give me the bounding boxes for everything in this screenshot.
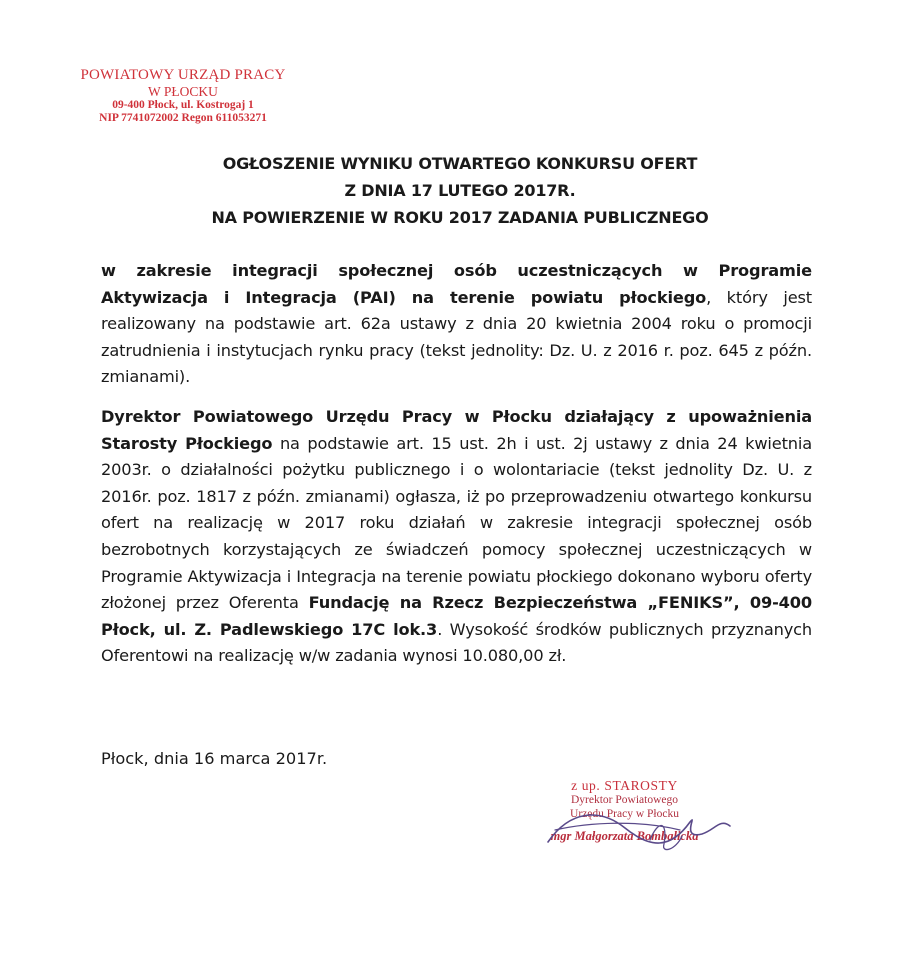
signature-stamp-authority: z up. STAROSTY [571, 778, 678, 793]
signature-stamp-office: Urzędu Pracy w Płocku [570, 807, 679, 820]
announcement-bold-offerent: Fundację na Rzecz Bezpieczeństwa „FENIKS”, 09-400 Płock, ul. Z. Padlewskiego 17C lok.3 [101, 593, 812, 639]
signature-stamp-position: Dyrektor Powiatowego [571, 794, 678, 807]
document-heading [100, 150, 820, 231]
announcement-text-1: na podstawie art. 15 ust. 2h i ust. 2j ustawy z dnia 24 kwietnia 2003r. o działalności pożytku publicznego i o wolontariacie (tekst jednolity Dz. U. z 2016r. poz. 1817 z późn. zmianami) ogłasza, iż po przeprowadzeniu otwartego konkursu ofert na realizację w 2017 roku działań w zakresie integracji społecznej osób bezrobotnych korzystających ze świadczeń pomocy społecznej uczestniczących w Programie Aktywizacja i Integracja na terenie powiatu płockiego dokonano wyboru oferty złożonej przez Oferenta [101, 433, 813, 613]
handwritten-signature [530, 800, 740, 860]
paragraph-scope [101, 258, 812, 391]
office-stamp-city: W PŁOCKU [148, 83, 218, 99]
heading-line-1: OGŁOSZENIE WYNIKU OTWARTEGO KONKURSU OFERT [222, 154, 698, 173]
signature-stamp-signer: mgr Małgorzata Bombalicka [550, 828, 699, 843]
paragraph-announcement [101, 404, 812, 670]
paragraph-scope-text: , który jest realizowany na podstawie art. 62a ustawy z dnia 20 kwietnia 2004 roku o promocji zatrudnienia i instytucjach rynku pracy (tekst jednolity: Dz. U. z 2016 r. poz. 645 z późn. zmianami). [101, 287, 812, 387]
office-stamp-ids: NIP 7741072002 Regon 611053271 [99, 111, 267, 124]
office-stamp [78, 67, 288, 125]
office-stamp-name: POWIATOWY URZĄD PRACY [80, 67, 286, 83]
announcement-text-2: . Wysokość środków publicznych przyznanych Oferentowi na realizację w/w zadania wynosi 10.080,00 zł. [101, 619, 813, 666]
heading-line-3: NA POWIERZENIE W ROKU 2017 ZADANIA PUBLICZNEGO [211, 208, 709, 227]
announcement-bold-director: Dyrektor Powiatowego Urzędu Pracy w Płocku działający z upoważnienia Starosty Płockiego [101, 407, 812, 453]
paragraph-scope-bold: w zakresie integracji społecznej osób uczestniczących w Programie Aktywizacja i Integracja (PAI) na terenie powiatu płockiego [101, 261, 812, 307]
heading-line-2: Z DNIA 17 LUTEGO 2017R. [344, 181, 576, 200]
date-line: Płock, dnia 16 marca 2017r. [101, 749, 328, 768]
office-stamp-address: 09-400 Płock, ul. Kostrogaj 1 [112, 98, 254, 111]
